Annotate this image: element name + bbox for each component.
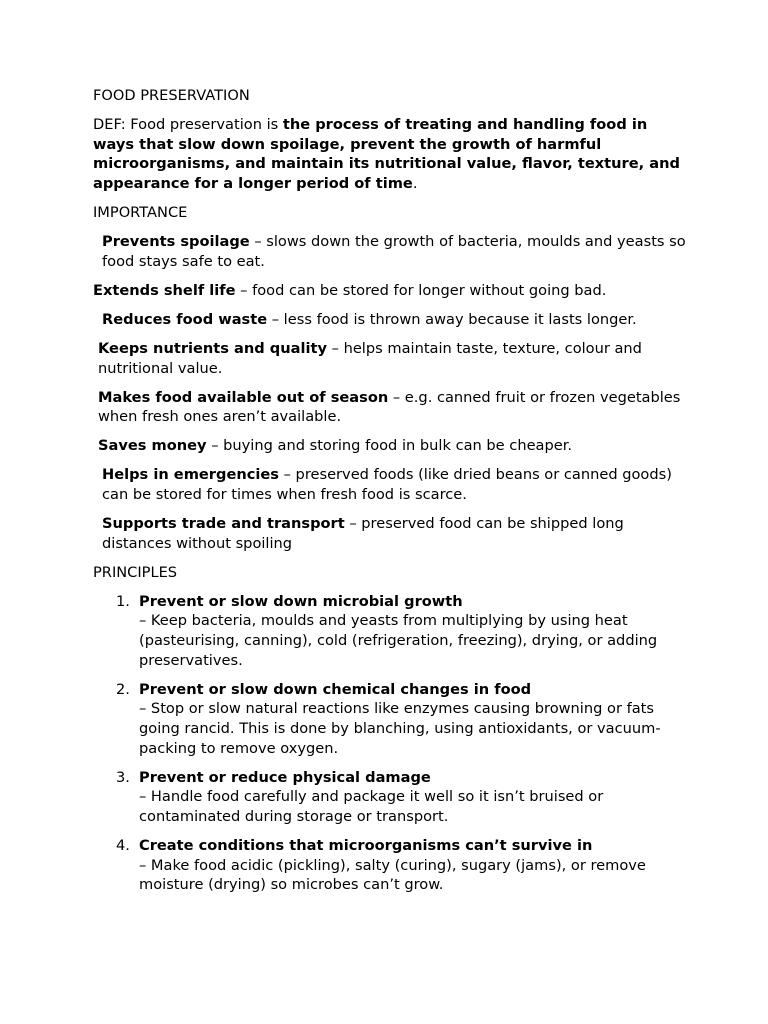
importance-text: – helps maintain taste, texture, colour and nutritional value. xyxy=(98,339,642,377)
principle-item xyxy=(93,592,693,670)
principle-number: 1. xyxy=(116,592,130,610)
definition-paragraph xyxy=(93,115,693,193)
principle-number: 3. xyxy=(116,768,130,786)
importance-term: Makes food available out of season xyxy=(98,388,389,406)
importance-item xyxy=(93,310,693,330)
importance-item xyxy=(93,281,693,301)
definition-suffix: . xyxy=(412,174,418,192)
principle-number: 4. xyxy=(116,836,130,854)
document-page xyxy=(93,86,693,904)
principle-item xyxy=(93,836,693,895)
page-title: FOOD PRESERVATION xyxy=(93,87,250,104)
importance-item xyxy=(93,465,693,504)
principle-item xyxy=(93,680,693,758)
importance-item xyxy=(93,514,693,553)
importance-heading: IMPORTANCE xyxy=(93,203,188,221)
importance-item xyxy=(93,339,693,378)
principle-item xyxy=(93,768,693,827)
principles-list xyxy=(93,592,693,895)
importance-term: Prevents spoilage xyxy=(102,233,250,251)
principle-body: – Keep bacteria, moulds and yeasts from multiplying by using heat (pasteurising, canning), cold (refrigeration, freezing), drying, or adding preservatives. xyxy=(139,612,658,669)
importance-text: – slows down the growth of bacteria, moulds and yeasts so food stays safe to eat. xyxy=(102,233,686,270)
principle-title: Create conditions that microorganisms can’t survive in xyxy=(139,836,593,854)
principles-heading: PRINCIPLES xyxy=(93,563,178,581)
importance-text: – preserved foods (like dried beans or canned goods) can be stored for times when fresh food is scarce. xyxy=(102,466,672,503)
principle-body: – Handle food carefully and package it well so it isn’t bruised or contaminated during storage or transport. xyxy=(139,788,604,825)
principle-title: Prevent or reduce physical damage xyxy=(139,768,431,786)
importance-term: Supports trade and transport xyxy=(102,515,345,533)
importance-term: Helps in emergencies xyxy=(102,466,279,484)
importance-item xyxy=(93,388,693,427)
importance-term: Saves money xyxy=(98,437,207,455)
principle-title: Prevent or slow down chemical changes in food xyxy=(139,680,532,698)
importance-item xyxy=(93,232,693,271)
importance-text: – less food is thrown away because it lasts longer. xyxy=(267,310,637,328)
importance-text: – buying and storing food in bulk can be cheaper. xyxy=(206,437,573,455)
definition-prefix: DEF: Food preservation is xyxy=(93,116,283,134)
importance-term: Extends shelf life xyxy=(93,281,236,299)
importance-item xyxy=(93,436,693,456)
definition-bold: the process of treating and handling food in ways that slow down spoilage, prevent the growth of harmful microorganisms, and maintain its nutritional value, flavor, texture, and appearance for a longer period of time xyxy=(93,116,680,192)
importance-text: – preserved food can be shipped long distances without spoiling xyxy=(102,515,624,552)
principle-body: – Stop or slow natural reactions like enzymes causing browning or fats going rancid. This is done by blanching, using antioxidants, or vacuum-packing to remove oxygen. xyxy=(139,700,661,757)
principle-body: – Make food acidic (pickling), salty (curing), sugary (jams), or remove moisture (drying) so microbes can’t grow. xyxy=(139,856,646,894)
importance-term: Keeps nutrients and quality xyxy=(98,339,327,357)
importance-text: – e.g. canned fruit or frozen vegetables when fresh ones aren’t available. xyxy=(98,388,681,426)
principle-title: Prevent or slow down microbial growth xyxy=(139,592,463,610)
principle-number: 2. xyxy=(116,680,130,698)
importance-term: Reduces food waste xyxy=(102,310,268,328)
importance-text: – food can be stored for longer without going bad. xyxy=(235,281,607,299)
